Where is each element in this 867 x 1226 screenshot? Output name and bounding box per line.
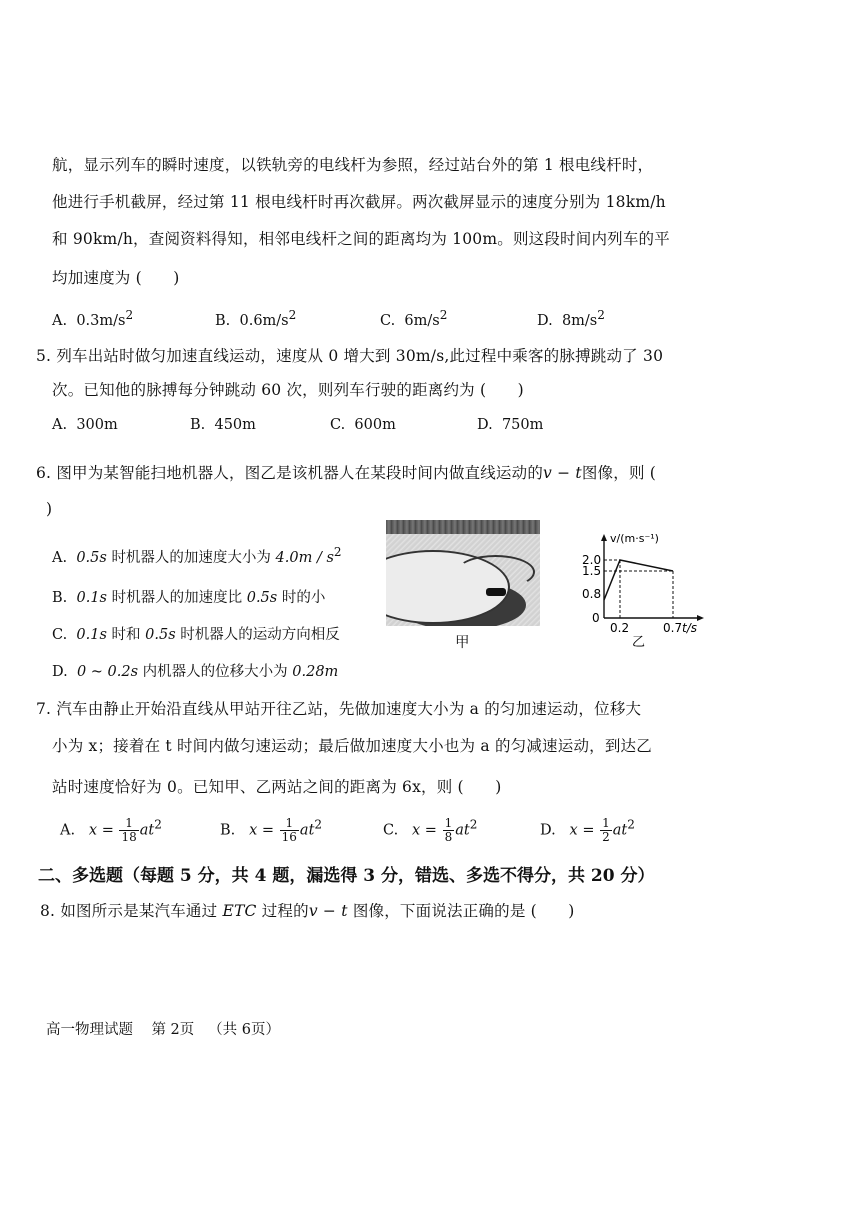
- y-axis-arrow: [601, 534, 607, 541]
- robot-button: [486, 588, 506, 596]
- q7-option-d: D. x = $\frac{1}{2}$ $at^2$: [540, 816, 635, 844]
- robot-arc: [456, 555, 535, 589]
- q5-option-b: B. 450m: [190, 417, 256, 433]
- graph-caption: 乙: [632, 635, 646, 650]
- q7-option-a: A. x = $\frac{1}{18}$ $at^2$: [60, 816, 162, 844]
- section-2-title: 二、多选题（每题 5 分，共 4 题，漏选得 3 分，错选、多选不得分，共 20 分）: [38, 866, 655, 886]
- q5-line-1: 5. 列车出站时做匀加速直线运动，速度从 0 增大到 30m/s,此过程中乘客的脉搏跳动了 30: [36, 347, 664, 365]
- q4-option-b: B. $0.6m/s^2$: [215, 308, 297, 329]
- photo-carpet-band: [386, 520, 540, 534]
- robot-photo: [386, 520, 540, 626]
- q6-line-1: 6. 图甲为某智能扫地机器人，图乙是该机器人在某段时间内做直线运动的v − t图像，则 (: [36, 464, 657, 482]
- fraction: $\frac{1}{16}$: [281, 816, 297, 844]
- q7-line-1: 7. 汽车由静止开始沿直线从甲站开往乙站，先做加速度大小为 a 的匀加速运动，位移大: [36, 700, 642, 718]
- y-axis-label: v/(m·s⁻¹): [610, 532, 659, 545]
- q6-line-2: ): [46, 500, 53, 518]
- origin-label: 0: [592, 611, 600, 625]
- vt-graph: [560, 528, 715, 650]
- y-tick-1-5: 1.5: [582, 564, 602, 578]
- x-axis-label: t/s: [682, 621, 697, 635]
- q5-option-a: A. 300m: [52, 417, 118, 433]
- q6-option-a: A. 0.5s 时机器人的加速度大小为 $4.0m / s^2$: [52, 545, 342, 566]
- q4-line-1: 航，显示列车的瞬时速度，以铁轨旁的电线杆为参照，经过站台外的第 1 根电线杆时，: [52, 156, 654, 174]
- q5-option-c: C. 600m: [330, 417, 396, 433]
- x-tick-0-7: 0.7: [663, 621, 683, 635]
- x-tick-0-2: 0.2: [610, 621, 630, 635]
- fraction: $\frac{1}{2}$: [602, 816, 610, 844]
- q4-option-c: C. $6m/s^2$: [380, 308, 448, 329]
- q5-line-2: 次。已知他的脉搏每分钟跳动 60 次，则列车行驶的距离约为 ( ): [52, 381, 524, 399]
- q7-option-c: C. x = $\frac{1}{8}$ $at^2$: [383, 816, 478, 844]
- q5-option-d: D. 750m: [477, 417, 544, 433]
- q4-option-a: A. $0.3m/s^2$: [52, 308, 134, 329]
- q6-option-c: C. 0.1s 时和 0.5s 时机器人的运动方向相反: [52, 627, 340, 643]
- q4-option-d: D. $8m/s^2$: [537, 308, 605, 329]
- q7-line-3: 站时速度恰好为 0。已知甲、乙两站之间的距离为 6x，则 ( ): [52, 778, 502, 796]
- x-axis-arrow: [697, 615, 704, 621]
- q4-line-4: 均加速度为 ( ): [52, 269, 180, 287]
- q6-option-d: D. 0 ~ 0.2s 内机器人的位移大小为 0.28m: [52, 664, 339, 680]
- footer-subject: 高一物理试题: [46, 1022, 133, 1038]
- y-tick-0-8: 0.8: [582, 587, 602, 601]
- q7-line-2: 小为 x；接着在 t 时间内做匀速运动；最后做加速度大小也为 a 的匀减速运动，到达乙: [52, 737, 652, 755]
- vt-line: [604, 560, 673, 600]
- y-tick-2-0: 2.0: [582, 553, 602, 567]
- fraction: $\frac{1}{18}$: [121, 816, 137, 844]
- q4-line-3: 和 90km/h，查阅资料得知，相邻电线杆之间的距离均为 100m。则这段时间内列车的平: [52, 230, 670, 248]
- photo-caption: 甲: [455, 635, 470, 651]
- footer-page: 第 2页: [151, 1022, 195, 1038]
- q6-option-b: B. 0.1s 时机器人的加速度比 0.5s 时的小: [52, 590, 326, 606]
- q4-line-2: 他进行手机截屏，经过第 11 根电线杆时再次截屏。两次截屏显示的速度分别为 18km/h: [52, 193, 666, 211]
- fraction: $\frac{1}{8}$: [444, 816, 453, 844]
- footer: [46, 1018, 280, 1039]
- footer-total: （共 6页）: [208, 1022, 280, 1038]
- q7-option-b: B. x = $\frac{1}{16}$ $at^2$: [220, 816, 323, 844]
- q8-line-1: 8. 如图所示是某汽车通过 ETC 过程的v − t 图像，下面说法正确的是 ( ): [40, 902, 575, 920]
